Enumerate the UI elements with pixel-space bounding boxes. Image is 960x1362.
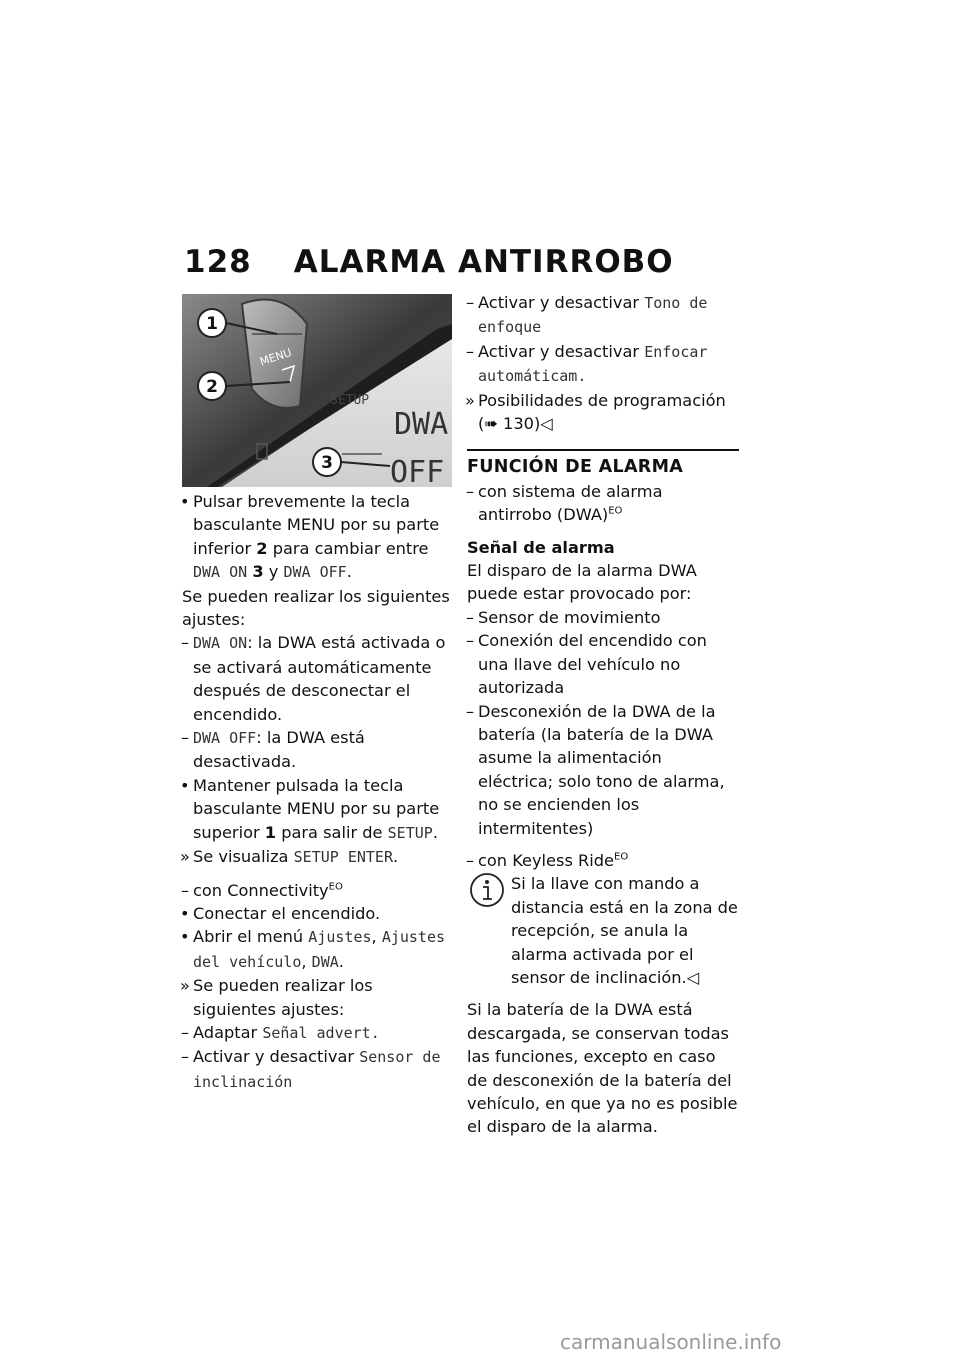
text-run: Activar y desactivar bbox=[478, 293, 645, 312]
list-marker: – bbox=[466, 341, 475, 361]
text-run: Se pueden realizar los siguientes ajustes: bbox=[182, 586, 450, 630]
callout-3-label: 3 bbox=[321, 453, 333, 473]
list-marker: – bbox=[181, 633, 190, 653]
text-run: 2 bbox=[256, 538, 268, 558]
list-marker: – bbox=[466, 631, 475, 651]
text-item bbox=[182, 845, 454, 869]
text-run: . bbox=[432, 822, 438, 842]
text-item bbox=[182, 974, 454, 1021]
display-term: SETUP ENTER bbox=[293, 848, 393, 867]
text-run: con sistema de alarma antirrobo (DWA) bbox=[478, 481, 663, 525]
display-term: DWA ON bbox=[193, 634, 248, 653]
text-item bbox=[467, 559, 739, 606]
text-item bbox=[467, 606, 739, 629]
text-run: Activar y desactivar bbox=[478, 341, 645, 361]
text-item bbox=[182, 1045, 454, 1094]
text-run: ➠ bbox=[484, 414, 498, 434]
list-marker: – bbox=[466, 293, 475, 312]
text-run: Adaptar bbox=[193, 1022, 263, 1042]
text-item bbox=[467, 480, 739, 527]
info-note-text: Si la llave con mando a distancia está en la zona de recepción, se anula la alarma activada por el sensor de inclinación.◁ bbox=[511, 874, 738, 987]
text-item bbox=[182, 585, 454, 632]
text-item bbox=[467, 849, 739, 872]
list-marker: » bbox=[180, 976, 190, 996]
text-run: , bbox=[301, 951, 312, 971]
text-run: Pulsar brevemente la tecla basculante MENU por su parte inferior bbox=[193, 492, 440, 558]
section-heading: FUNCIÓN DE ALARMA bbox=[467, 449, 739, 479]
callout-2-label: 2 bbox=[206, 377, 218, 397]
text-item bbox=[182, 774, 454, 845]
text-run: Se visualiza bbox=[193, 847, 294, 867]
text-run: Abrir el menú bbox=[193, 927, 309, 947]
text-run: para cambiar entre bbox=[267, 538, 429, 558]
spacer bbox=[467, 989, 739, 998]
watermark: carmanualsonline.info bbox=[560, 1330, 782, 1354]
text-item bbox=[467, 629, 739, 699]
text-item bbox=[467, 291, 739, 340]
spacer bbox=[182, 870, 454, 879]
list-marker: – bbox=[181, 1047, 190, 1067]
spacer bbox=[467, 840, 739, 849]
display-term: DWA OFF bbox=[283, 563, 347, 582]
display-term: Ajustes del vehículo bbox=[193, 928, 446, 971]
list-marker: – bbox=[466, 701, 475, 721]
instrument-figure bbox=[182, 294, 452, 487]
display-setup-text: SETUP bbox=[330, 393, 370, 408]
text-run: 130)◁ bbox=[497, 414, 553, 434]
display-term: Sensor de inclinación bbox=[193, 1048, 441, 1091]
text-item bbox=[467, 700, 739, 840]
menu-button-text: MENU bbox=[258, 345, 294, 369]
text-item bbox=[182, 925, 454, 974]
text-item bbox=[182, 490, 454, 585]
text-run: . bbox=[346, 562, 352, 582]
subheading: Señal de alarma bbox=[467, 537, 615, 557]
list-marker: – bbox=[181, 728, 190, 748]
text-run: El disparo de la alarma DWA puede estar provocado por: bbox=[467, 561, 697, 604]
text-run: : la DWA está desactivada. bbox=[193, 728, 365, 772]
text-run: : la DWA está activada o se activará automáticamente después de desconectar el encendido. bbox=[193, 633, 446, 724]
callout-1-label: 1 bbox=[206, 314, 218, 334]
display-term: Tono de enfoque bbox=[478, 294, 708, 337]
text-run: . bbox=[392, 847, 399, 867]
text-run: para salir de bbox=[276, 822, 388, 842]
text-run: EO bbox=[328, 881, 343, 893]
display-off-text: OFF bbox=[390, 455, 445, 487]
text-item bbox=[182, 879, 454, 902]
display-term: Enfocar automáticam. bbox=[478, 342, 708, 386]
list-marker: • bbox=[180, 775, 190, 795]
display-dwa-text: DWA bbox=[394, 407, 449, 442]
text-run: 1 bbox=[264, 822, 277, 842]
text-item bbox=[182, 1021, 454, 1045]
text-run: Se pueden realizar los siguientes ajustes: bbox=[193, 976, 373, 1019]
text-run: y bbox=[263, 562, 284, 582]
text-item bbox=[467, 340, 739, 389]
text-run: con Connectivity bbox=[193, 880, 329, 900]
text-run: Si la batería de la DWA está descargada, se conservan todas las funciones, excepto en caso de desconexión de la batería del vehículo, en que ya no es posible el disparo de la alarma. bbox=[467, 1000, 738, 1137]
display-term: Ajustes bbox=[308, 928, 372, 947]
list-marker: – bbox=[181, 1022, 190, 1042]
text-run: Mantener pulsada la tecla basculante MENU por su parte superior bbox=[193, 775, 440, 842]
text-run: 3 bbox=[252, 562, 264, 582]
text-run: EO bbox=[608, 505, 623, 517]
info-note bbox=[467, 872, 739, 989]
text-item bbox=[182, 726, 454, 774]
text-run: EO bbox=[614, 851, 629, 863]
text-run: Sensor de movimiento bbox=[478, 607, 661, 627]
list-marker: » bbox=[465, 390, 475, 410]
info-icon bbox=[469, 872, 505, 908]
list-marker: – bbox=[466, 850, 475, 870]
text-item bbox=[182, 631, 454, 726]
text-run: Conexión del encendido con una llave del vehículo no autorizada bbox=[478, 631, 707, 698]
list-marker: – bbox=[181, 880, 190, 900]
display-term: DWA ON bbox=[193, 563, 248, 582]
text-item bbox=[467, 389, 739, 436]
list-marker: • bbox=[180, 903, 190, 923]
display-term: DWA OFF bbox=[193, 729, 257, 748]
page-title: ALARMA ANTIRROBO bbox=[293, 244, 674, 280]
text-run: Posibilidades de programación ( bbox=[478, 390, 726, 434]
left-column bbox=[182, 490, 454, 1094]
page-number: 128 bbox=[184, 244, 252, 280]
list-marker: – bbox=[466, 481, 475, 501]
list-marker: » bbox=[180, 847, 190, 867]
text-run: . bbox=[338, 951, 344, 971]
list-marker: – bbox=[466, 607, 475, 627]
display-term: SETUP bbox=[387, 823, 433, 842]
text-run: , bbox=[371, 927, 382, 947]
display-term: DWA bbox=[311, 952, 339, 971]
list-marker: • bbox=[180, 492, 190, 511]
instrument-illustration bbox=[182, 294, 452, 487]
spacer bbox=[467, 527, 739, 536]
text-item bbox=[467, 998, 739, 1138]
list-marker: • bbox=[180, 927, 190, 947]
text-run: Desconexión de la DWA de la batería (la batería de la DWA asume la alimentación eléctrica; solo tono de alarma, no se encienden los intermitentes) bbox=[478, 701, 725, 838]
text-run: con Keyless Ride bbox=[478, 850, 615, 870]
right-column bbox=[467, 291, 739, 1139]
text-item bbox=[182, 902, 454, 925]
page-header bbox=[184, 244, 674, 280]
text-run: Activar y desactivar bbox=[193, 1047, 360, 1067]
display-term: Señal advert. bbox=[262, 1023, 380, 1042]
text-run: Conectar el encendido. bbox=[193, 903, 381, 923]
